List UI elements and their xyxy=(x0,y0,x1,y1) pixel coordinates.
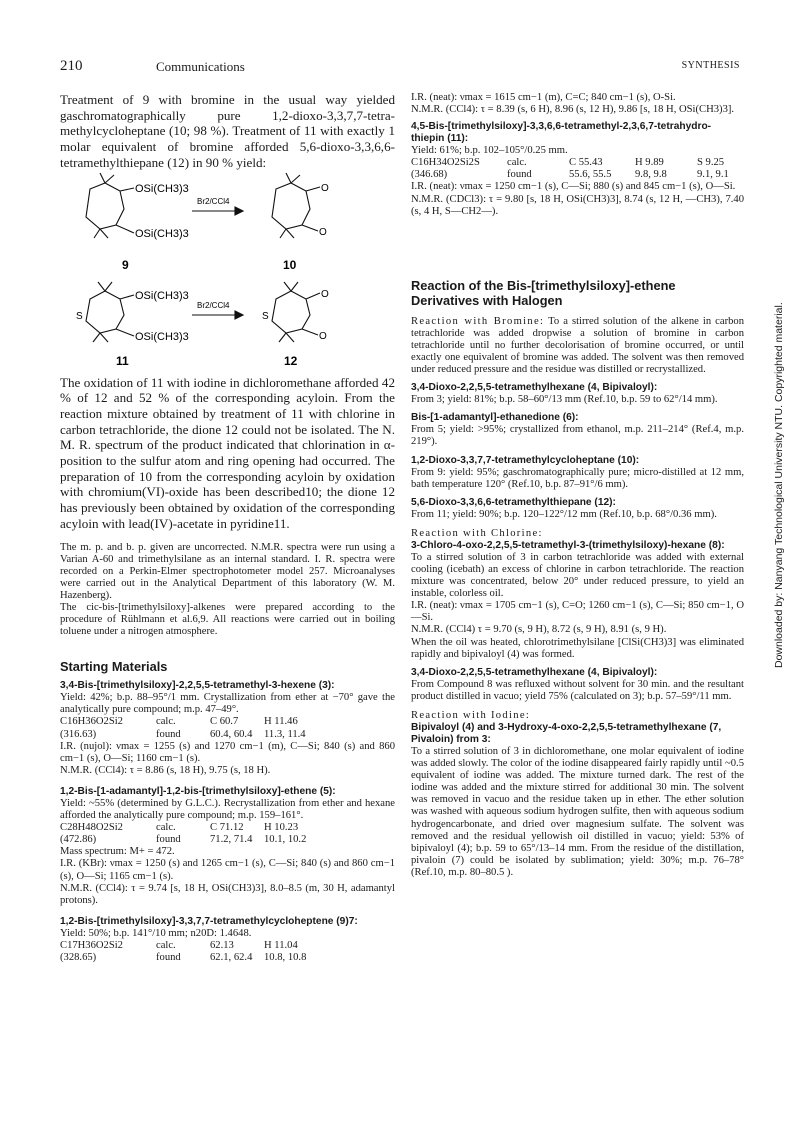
compound-5-title: 1,2-Bis-[1-adamantyl]-1,2-bis-[trimethylsiloxy]-ethene (5): xyxy=(60,785,336,797)
analysis-row: (346.68) found 55.6, 55.5 9.8, 9.8 9.1, 9.1 xyxy=(411,169,729,181)
product-7-text: To a stirred solution of 3 in dichloromethane, one molar equivalent of iodine was added slowly. The color of the iodine disappeared fairly rapidly until ~0.5 equivalent of iodine was added. The mixture turned dark. The rest of the iodine was added and the mixture stirred for additional 30 min. The solvent was removed in vacuo and the residue taken up in ether. The ether solution was washed with aqueous sodium hydrogen sulfite, then with aqueous sodium hydrogencarbonate, and dried over magnesium sulfate. The solvent was removed and the residual yellowish oil distilled in vacuo; yield: 53% of bipivaloyl (4); b.p. 59 to 65°/13–14 mm. From the residue of the distillation, pivaloin (7) could be isolated by sublimation; yield: 30%; m.p. 76–78° (Ref.10, m.p. 80–80.5 ). xyxy=(411,746,744,878)
scheme-drawing xyxy=(60,171,395,275)
sulfur-atom: S xyxy=(262,310,269,322)
compound-9-yield: Yield: 50%; b.p. 141°/10 mm; n20D: 1.4648. xyxy=(60,927,252,939)
download-notice: Downloaded by: Nanyang Technological University NTU. Copyrighted material. xyxy=(773,302,785,668)
analysis-row: C28H48O2Si2 calc. C 71.12 H 10.23 xyxy=(60,822,299,834)
compound-5-yield: Yield: ~55% (determined by G.L.C.). Recrystallization from ether and hexane afforded the analytically pure compound; m.p. 159–161°. xyxy=(60,797,395,822)
product-8-title: 3-Chloro-4-oxo-2,2,5,5-tetramethyl-3-(trimethylsiloxy)-hexane (8): xyxy=(411,539,725,551)
compound-5-nmr: N.M.R. (CCl4): τ = 9.74 [s, 18 H, OSi(CH3)3], 8.0–8.5 (m, 30 H, adamantyl protons). xyxy=(60,882,395,906)
product-7-title: Bipivaloyl (4) and 3-Hydroxy-4-oxo-2,2,5,5-tetramethylhexane (7, Pivaloin) from 3: xyxy=(411,722,722,745)
product-8-ir: I.R. (neat): νmax = 1705 cm−1 (s), C=O; 1260 cm−1 (s), C—Si; 850 cm−1, O—Si. xyxy=(411,600,744,624)
analysis-row: (472.86) found 71.2, 71.4 10.1, 10.2 xyxy=(60,834,307,846)
compound-11-ir: I.R. (neat): νmax = 1250 cm−1 (s), C—Si; 880 (s) and 845 cm−1 (s), O—Si. xyxy=(411,181,736,193)
page-number: 210 xyxy=(60,58,83,74)
compound-11-yield: Yield: 61%; b.p. 102–105°/0.25 mm. xyxy=(411,145,568,157)
download-watermark xyxy=(773,302,787,682)
sulfur-atom: S xyxy=(76,310,83,322)
page-header xyxy=(60,58,740,78)
journal-name: SYNTHESIS xyxy=(681,60,740,71)
compound-3-title: 3,4-Bis-[trimethylsiloxy]-2,2,5,5-tetramethyl-3-hexene (3): xyxy=(60,680,335,692)
compound-3-yield: Yield: 42%; b.p. 88–95°/1 mm. Crystallization from ether at −70° gave the analytically pure compound; m.p. 47–49°. xyxy=(60,692,395,716)
product-8-text: To a stirred solution of 3 in carbon tetrachloride was added with external cooling (icebath) an excess of chlorine in carbon tetrachloride. The reaction mixture was concentrated, below 20° under reduced pressure, to yield an instable, colorless oil. xyxy=(411,551,744,600)
compound-9-nmr: N.M.R. (CCl4): τ = 8.39 (s, 6 H), 8.96 (s, 12 H), 9.86 [s, 18 H, OSi(CH3)3]. xyxy=(411,104,735,116)
analysis-row: (316.63) found 60.4, 60.4 11.3, 11.4 xyxy=(60,728,306,740)
scheme-drawing xyxy=(60,275,395,375)
analysis-row: (328.65) found 62.1, 62.4 10.8, 10.8 xyxy=(60,951,307,963)
right-column xyxy=(411,92,744,879)
section-name: Communications xyxy=(156,59,245,74)
analysis-row: C17H36O2Si2 calc. 62.13 H 11.04 xyxy=(60,939,298,951)
carbonyl-o-2: O xyxy=(319,330,327,342)
product-8-nmr: N.M.R. (CCl4) τ = 9.70 (s, 9 H), 8.72 (s, 9 H), 8.91 (s, 9 H). xyxy=(411,624,667,636)
compound-label-9: 9 xyxy=(122,257,129,272)
reaction-scheme-9-10 xyxy=(60,171,395,275)
bromine-paragraph: Reaction with Bromine: To a stirred solution of the alkene in carbon tetrachloride was added dropwise a solution of bromine in carbon tetrachloride until no further decolorisation of bromine occurred, or until exactly one equivalent of bromine was added. The solvent was then removed under reduced pressure and the residue was distilled or recrystallized. xyxy=(411,315,744,376)
analysis-row: C16H34O2Si2S calc. C 55.43 H 9.89 S 9.25 xyxy=(411,157,725,169)
substituent-osi-2: OSi(CH3)3 xyxy=(135,227,189,240)
reaction-scheme-11-12 xyxy=(60,275,395,375)
compound-5-ms: Mass spectrum: M+ = 472. xyxy=(60,846,175,858)
compound-5-ir: I.R. (KBr): νmax = 1250 (s) and 1265 cm−1 (s), C—Si; 840 (s) and 860 cm−1 (s), O—Si; 1165 cm−1 (s). xyxy=(60,858,395,882)
intro-paragraph: Treatment of 9 with bromine in the usual way yielded gaschromatographically pure 1,2-dioxo-3,3,7,7-tetra-methylcycloheptane (10; 98 %). Treatment of 11 with exactly 1 molar equivalent of bromine afforded 5,6-dioxo-3,3,6,6-tetramethylthiepane (12) in 90 % yield: xyxy=(60,92,395,170)
left-column xyxy=(60,92,395,964)
compound-label-11: 11 xyxy=(116,353,129,368)
compound-label-10: 10 xyxy=(283,257,297,272)
general-paragraph: The m. p. and b. p. given are uncorrected. N.M.R. spectra were run using a Varian A-60 and trimethylsilane as an internal standard. I. R. spectra were recorded on a Perkin-Elmer spectrophotometer model 257. Microanalyses were carried out in the Analytical Department of this laboratory (W. M. Hazenberg). xyxy=(60,541,395,601)
product-12-text: From 11; yield: 90%; b.p. 120–122°/12 mm (Ref.10, b.p. 68°/0.36 mm). xyxy=(411,508,717,520)
carbonyl-o-2: O xyxy=(319,226,327,238)
compound-9-title: 1,2-Bis-[trimethylsiloxy]-3,3,7,7-tetramethylcycloheptene (9)7: xyxy=(60,915,358,927)
product-6-text: From 5; yield: >95%; crystallized from ethanol, m.p. 211–214° (Ref.4, m.p. 219°). xyxy=(411,424,744,448)
compound-9-ir: I.R. (neat): νmax = 1615 cm−1 (m), C=C; 840 cm−1 (s), O-Si. xyxy=(411,92,676,103)
reagent-label: Br2/CCl4 xyxy=(197,300,230,310)
product-4b-title: 3,4-Dioxo-2,2,5,5-tetramethylhexane (4, Bipivaloyl): xyxy=(411,666,658,678)
product-6-title: Bis-[1-adamantyl]-ethanedione (6): xyxy=(411,412,579,424)
subsection-heading: Reaction with Chlorine: xyxy=(411,527,543,539)
product-10-title: 1,2-Dioxo-3,3,7,7-tetramethylcycloheptane (10): xyxy=(411,454,640,466)
oxidation-paragraph: The oxidation of 11 with iodine in dichloromethane afforded 42 % of 12 and 52 % of the corresponding acyloin. From the reaction mixture obtained by treatment of 11 with chlorine in carbon tetrachloride, the dione 12 could not be isolated. The N. M. R. spectrum of the product indicated that chlorination in α-position to the sulfur atom and ring opening had occurred. The preparation of 10 from the corresponding acyloin by oxidation with chromium(VI)-oxide has been described10; the dione 12 has previously been obtained by oxidation of the corresponding acyloin with lead(IV)-acetate in pyridine11. xyxy=(60,374,395,531)
product-10-text: From 9: yield: 95%; gaschromatographically pure; micro-distilled at 12 mm, bath temperature 120° (Ref.10, b.p. 87–91°/6 mm). xyxy=(411,466,744,490)
substituent-osi-1: OSi(CH3)3 xyxy=(135,182,189,195)
product-4-title: 3,4-Dioxo-2,2,5,5-tetramethylhexane (4, Bipivaloyl): xyxy=(411,382,658,394)
product-8-note: When the oil was heated, chlorotrimethylsilane [ClSi(CH3)3] was eliminated rapidly and bipivaloyl (4) was formed. xyxy=(411,636,744,660)
substituent-osi-1: OSi(CH3)3 xyxy=(135,289,189,302)
section-heading: Reaction of the Bis-[trimethylsiloxy]-ethene Derivatives with Halogen xyxy=(411,277,676,308)
compound-3-nmr: N.M.R. (CCl4): τ = 8.86 (s, 18 H), 9.75 (s, 18 H). xyxy=(60,764,271,776)
compound-3-ir: I.R. (nujol): νmax = 1255 (s) and 1270 cm−1 (m), C—Si; 840 (s) and 860 cm−1 (s), O—Si; 1160 cm−1 (s). xyxy=(60,740,395,764)
subsection-heading: Reaction with Bromine: xyxy=(411,315,545,327)
compound-11-title: 4,5-Bis-[trimethylsiloxy]-3,3,6,6-tetramethyl-2,3,6,7-tetrahydro-thiepin (11): xyxy=(411,121,712,145)
general-paragraph-2: The cic-bis-[trimethylsiloxy]-alkenes were prepared according to the procedure of Rühlmann et al.6,9. All reactions were carried out in boiling toluene under a nitrogen atmosphere. xyxy=(60,602,395,638)
product-12-title: 5,6-Dioxo-3,3,6,6-tetramethylthiepane (12): xyxy=(411,496,616,508)
compound-label-12: 12 xyxy=(284,353,298,368)
reagent-label: Br2/CCl4 xyxy=(197,196,230,206)
carbonyl-o-1: O xyxy=(321,288,329,300)
product-4b-text: From Compound 8 was refluxed without solvent for 30 min. and the resultant product distilled in vacuo; yield 75% (calculated on 3); b.p. 57–59°/11 mm. xyxy=(411,678,744,702)
compound-11-nmr: N.M.R. (CDCl3): τ = 9.80 [s, 18 H, OSi(CH3)3], 8.74 (s, 12 H, —CH3), 7.40 (s, 4 H, S—CH2—). xyxy=(411,193,744,217)
section-heading: Starting Materials xyxy=(60,659,168,675)
subsection-heading: Reaction with Iodine: xyxy=(411,709,531,721)
carbonyl-o-1: O xyxy=(321,182,329,194)
product-4-text: From 3; yield: 81%; b.p. 58–60°/13 mm (Ref.10, b.p. 59 to 62°/14 mm). xyxy=(411,394,718,406)
substituent-osi-2: OSi(CH3)3 xyxy=(135,330,189,343)
analysis-row: C16H36O2Si2 calc. C 60.7 H 11.46 xyxy=(60,716,298,728)
